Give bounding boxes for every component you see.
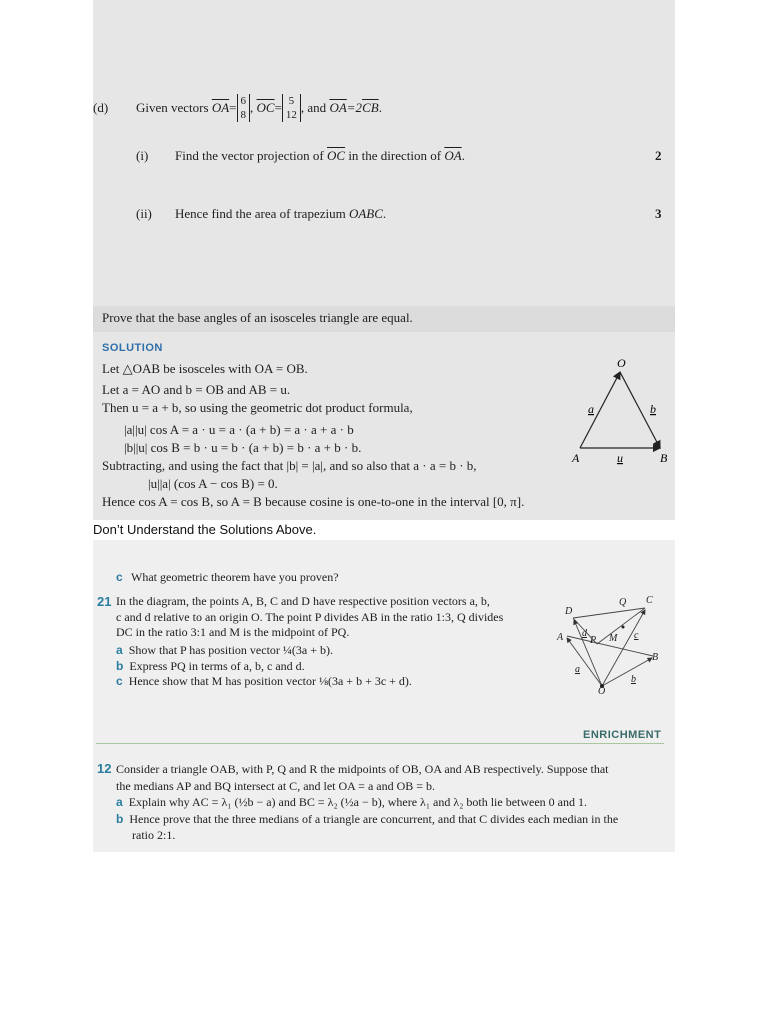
enrichment-rule xyxy=(96,743,664,744)
ii-shape: OABC xyxy=(348,206,383,221)
label-o-vertex: O xyxy=(598,686,606,697)
quadrilateral-diagram xyxy=(553,590,673,698)
label-o: O xyxy=(617,356,626,370)
proof-line-2: Let a = AO and b = OB and AB = u. xyxy=(102,382,291,397)
and-text: , and xyxy=(300,100,327,115)
relation-lhs: $\overline{OA}$ xyxy=(329,100,347,115)
relation-eq: =2 xyxy=(346,100,363,115)
ii-text: Hence find the area of trapezium xyxy=(175,206,346,221)
vector-c-arrow xyxy=(602,610,645,686)
proof-line-1: Let △OAB be isosceles with OA = OB. xyxy=(102,361,308,376)
q21-part-c xyxy=(116,674,412,690)
oa-label: $\overline{OA}$ xyxy=(211,100,230,115)
q21-number: 21 xyxy=(97,594,112,609)
label-u-vec: u xyxy=(617,451,623,465)
oc-x: 5 xyxy=(288,95,295,107)
q12-number: 12 xyxy=(97,761,112,776)
relation-rhs: $\overline{CB}$ xyxy=(362,100,379,115)
part-d-i-marks: 2 xyxy=(655,148,662,163)
q-c-text: What geometric theorem have you proven? xyxy=(131,570,339,584)
label-q-vertex: Q xyxy=(619,597,627,608)
label-a-vertex: A xyxy=(572,451,580,465)
part-d-i-text: Find the vector projection of $\overline{OC}$ in the direction of $\overline{OA}$. xyxy=(175,148,465,163)
label-b-vertex: B xyxy=(660,451,668,465)
part-d-ii-marks: 3 xyxy=(655,206,662,221)
oa-vector xyxy=(237,94,251,122)
q21-line-3: DC in the ratio 3:1 and M is the midpoint of PQ. xyxy=(116,625,350,639)
proof-eq-1: |a||u| cos A = a · u = a · (a + b) = a · a + a · b xyxy=(124,422,354,437)
i-mid: in the direction of xyxy=(348,148,442,163)
part-d-label: (d) xyxy=(93,100,109,115)
midpoint-m xyxy=(622,626,625,629)
q21-c-text: Hence show that M has position vector ⅛(3a + b + 3c + d). xyxy=(128,674,412,688)
label-b-vec-21: b xyxy=(631,674,636,685)
label-b-vertex-21: B xyxy=(652,652,659,663)
label-a-vec-21: a xyxy=(575,664,580,675)
given-prefix: Given vectors xyxy=(136,100,209,115)
part-d-ii-text: Hence find the area of trapezium OABC. xyxy=(175,206,387,221)
q21-body xyxy=(116,594,503,641)
oa-y: 8 xyxy=(240,109,246,121)
label-a-vec: a xyxy=(588,402,594,416)
proof-line-3: Then u = a + b, so using the geometric dot product formula, xyxy=(102,400,413,415)
proof-eq-2: |b||u| cos B = b · u = b · (a + b) = b · a + b · b. xyxy=(124,440,362,455)
i-oa: $\overline{OA}$ xyxy=(444,148,462,163)
q21-parts xyxy=(116,643,412,690)
q21-b-text: Express PQ in terms of a, b, c and d. xyxy=(129,658,305,673)
q21-c-label: c xyxy=(116,674,123,688)
isosceles-triangle-diagram xyxy=(570,352,675,467)
q12-line-2: the medians AP and BQ intersect at C, and let OA = a and OB = b. xyxy=(116,778,436,793)
part-d-ii-label: (ii) xyxy=(136,206,152,221)
oa-x: 6 xyxy=(240,95,246,107)
q21-line-2: c and d relative to an origin O. The point P divides AB in the ratio 1:3, Q divides xyxy=(116,609,504,624)
q12-a-label: a xyxy=(116,795,123,809)
oc-y: 12 xyxy=(285,109,297,121)
q12-body xyxy=(116,761,618,844)
q12-part-a xyxy=(116,794,618,811)
i-text: Find the vector projection of xyxy=(175,148,324,163)
q21-a-text: Show that P has position vector ¼(3a + b). xyxy=(128,643,333,657)
q21-line-1: In the diagram, the points A, B, C and D have respective position vectors a, b, xyxy=(116,594,490,608)
label-d-vertex: D xyxy=(565,606,573,617)
vector-a-line xyxy=(580,372,620,448)
comment-text: Don’t Understand the Solutions Above. xyxy=(93,522,317,537)
proof-statement: Prove that the base angles of an isosceles triangle are equal. xyxy=(102,310,413,325)
oc-vector xyxy=(282,94,301,122)
label-p-vertex: P xyxy=(590,635,597,646)
label-a-vertex-21: A xyxy=(557,632,564,643)
q-c-label: c xyxy=(116,570,123,584)
label-m-vertex: M xyxy=(609,633,618,644)
i-oc: $\overline{OC}$ xyxy=(327,148,346,163)
label-c-vertex: C xyxy=(646,595,653,606)
proof-eq-3: |u||a| (cos A − cos B) = 0. xyxy=(148,476,278,491)
proof-line-5: Hence cos A = cos B, so A = B because cosine is one-to-one in the interval [0, π]. xyxy=(102,494,525,509)
q21-a-label: a xyxy=(116,643,123,657)
q12-part-b-cont: ratio 2:1. xyxy=(132,828,176,842)
solution-heading: SOLUTION xyxy=(102,342,163,354)
label-c-vec-21: c xyxy=(634,630,639,641)
proof-body xyxy=(102,360,524,511)
enrichment-heading: ENRICHMENT xyxy=(583,729,662,741)
part-d-question: Given vectors $\overline{OA}$ = 6 8 , $\overline{OC}$ = 5 12 , and $\overline{OA}$ =2 $\overline{CB}$ . xyxy=(136,95,382,121)
q12-b-label: b xyxy=(116,811,124,826)
q21-b-label: b xyxy=(116,658,124,673)
q12-b-text: Hence prove that the three medians of a triangle are concurrent, and that C divides each median in the xyxy=(129,811,619,826)
q12-part-b xyxy=(116,811,618,828)
proof-line-4: Subtracting, and using the fact that |b| = |a|, and so also that a · a = b · b, xyxy=(102,458,477,473)
label-b-vec: b xyxy=(650,402,656,416)
q12-a-text: Explain why AC = λ₁ (½b − a) and BC = λ₂ (½a − b), where λ₁ and λ₂ both lie between 0 and 1. xyxy=(128,795,588,809)
q21-part-b xyxy=(116,659,412,675)
label-d-vec-21: d xyxy=(582,628,587,639)
q21-part-a xyxy=(116,643,412,659)
oc-label: $\overline{OC}$ xyxy=(256,100,275,115)
part-d-i-label: (i) xyxy=(136,148,149,163)
q12-line-1: Consider a triangle OAB, with P, Q and R the midpoints of OB, OA and AB respectively. Suppose that xyxy=(116,762,609,776)
